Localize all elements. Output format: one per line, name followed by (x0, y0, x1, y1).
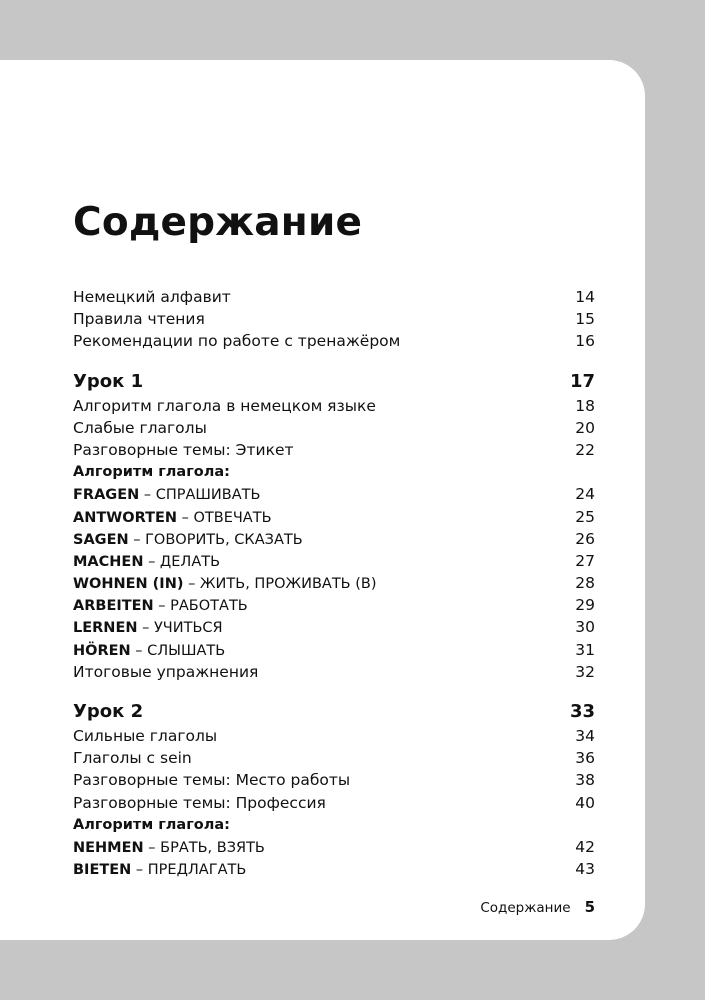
toc-entry-label: Разговорные темы: Профессия (73, 793, 326, 812)
verb-russian: – СПРАШИВАТЬ (139, 487, 261, 504)
toc-lesson-1[interactable] (73, 369, 595, 395)
toc-entry-final-exercises[interactable] (73, 661, 595, 683)
toc-entry-page: 31 (575, 640, 595, 659)
lesson-title: Урок 2 (73, 701, 144, 722)
verb-russian: – РАБОТАТЬ (153, 598, 248, 615)
subheading-label: Алгоритм глагола: (73, 464, 230, 481)
verb-german: NEHMEN (73, 839, 144, 856)
toc-entry-label: Сильные глаголы (73, 727, 218, 745)
footer-page-number: 5 (584, 898, 595, 916)
toc-entry-page: 26 (575, 529, 595, 548)
lesson-page: 33 (569, 701, 595, 722)
toc-entry-recommendations[interactable] (73, 330, 595, 352)
toc-entry-page: 40 (575, 793, 595, 812)
verb-german: MACHEN (73, 553, 144, 570)
toc-entry-label: Разговорные темы: Этикет (73, 440, 294, 459)
verb-russian: – ЖИТЬ, ПРОЖИВАТЬ (В) (183, 576, 377, 593)
toc-entry-page: 27 (575, 551, 595, 570)
toc-entry[interactable] (73, 417, 595, 439)
verb-russian: – ДЕЛАТЬ (143, 553, 221, 570)
toc-entry[interactable] (73, 439, 595, 461)
page-title: Содержание (73, 200, 363, 245)
verb-russian: – УЧИТЬСЯ (137, 620, 223, 637)
verb-german: HÖREN (73, 642, 131, 659)
toc-verb-entry[interactable] (73, 483, 595, 505)
toc-lesson-2[interactable] (73, 699, 595, 725)
toc-subheading (73, 814, 595, 836)
toc-entry-page: 32 (575, 662, 595, 681)
toc-entry-page: 42 (575, 837, 595, 856)
toc-entry-label: Итоговые упражнения (73, 662, 259, 681)
verb-russian: – СЛЫШАТЬ (130, 642, 226, 659)
toc-verb-entry[interactable] (73, 836, 595, 858)
verb-russian: – БРАТЬ, ВЗЯТЬ (143, 839, 265, 856)
toc-entry-label: Рекомендации по работе с тренажёром (73, 332, 401, 351)
toc-entry-page: 34 (575, 727, 595, 745)
subheading-label: Алгоритм глагола: (73, 816, 230, 833)
toc-verb-entry[interactable] (73, 550, 595, 572)
toc-entry-page: 38 (575, 771, 595, 790)
section-gap (73, 353, 595, 369)
verb-german: FRAGEN (73, 487, 140, 504)
table-of-contents (73, 286, 595, 880)
toc-entry-page: 30 (575, 618, 595, 637)
toc-verb-entry[interactable] (73, 528, 595, 550)
verb-russian: – ОТВЕЧАТЬ (177, 509, 272, 526)
verb-german: WOHNEN (IN) (73, 576, 184, 593)
toc-entry-page: 24 (575, 485, 595, 504)
toc-entry-label: Немецкий алфавит (73, 288, 231, 306)
toc-entry-label: Глаголы с sein (73, 749, 192, 768)
lesson-title: Урок 1 (73, 370, 144, 392)
verb-german: ARBEITEN (73, 598, 154, 615)
toc-verb-entry[interactable] (73, 506, 595, 528)
toc-entry[interactable] (73, 792, 595, 814)
toc-verb-entry[interactable] (73, 572, 595, 594)
toc-entry[interactable] (73, 747, 595, 769)
verb-german: LERNEN (73, 620, 138, 637)
toc-entry[interactable] (73, 395, 595, 417)
page-footer (480, 898, 595, 916)
toc-entry-label: Алгоритм глагола в немецком языке (73, 396, 376, 415)
toc-entry-page: 36 (575, 749, 595, 768)
toc-entry-label: Разговорные темы: Место работы (73, 771, 351, 790)
toc-verb-entry[interactable] (73, 616, 595, 638)
toc-entry-page: 14 (575, 288, 595, 306)
toc-entry-page: 28 (575, 574, 595, 593)
toc-entry-page: 18 (575, 396, 595, 415)
toc-entry-page: 20 (575, 418, 595, 437)
toc-subheading (73, 461, 595, 483)
toc-entry-page: 16 (575, 332, 595, 351)
verb-german: SAGEN (73, 531, 129, 548)
toc-entry[interactable] (73, 725, 595, 747)
verb-german: BIETEN (73, 862, 132, 879)
page-sheet (0, 60, 645, 940)
lesson-page: 17 (569, 370, 595, 392)
toc-entry-page: 43 (575, 860, 595, 879)
verb-russian: – ПРЕДЛАГАТЬ (131, 862, 247, 879)
toc-entry-reading-rules[interactable] (73, 308, 595, 330)
toc-entry-label: Правила чтения (73, 310, 205, 329)
footer-section-name: Содержание (480, 900, 571, 916)
toc-entry-page: 15 (575, 310, 595, 329)
toc-verb-entry[interactable] (73, 639, 595, 661)
section-gap (73, 683, 595, 699)
toc-entry-page: 29 (575, 596, 595, 615)
toc-entry-page: 25 (575, 507, 595, 526)
toc-entry-label: Слабые глаголы (73, 418, 207, 437)
verb-german: ANTWORTEN (73, 509, 178, 526)
toc-verb-entry[interactable] (73, 858, 595, 880)
toc-verb-entry[interactable] (73, 594, 595, 616)
toc-entry-page: 22 (575, 440, 595, 459)
toc-entry[interactable] (73, 769, 595, 791)
toc-entry-alphabet[interactable] (73, 286, 595, 308)
verb-russian: – ГОВОРИТЬ, СКАЗАТЬ (128, 531, 303, 548)
